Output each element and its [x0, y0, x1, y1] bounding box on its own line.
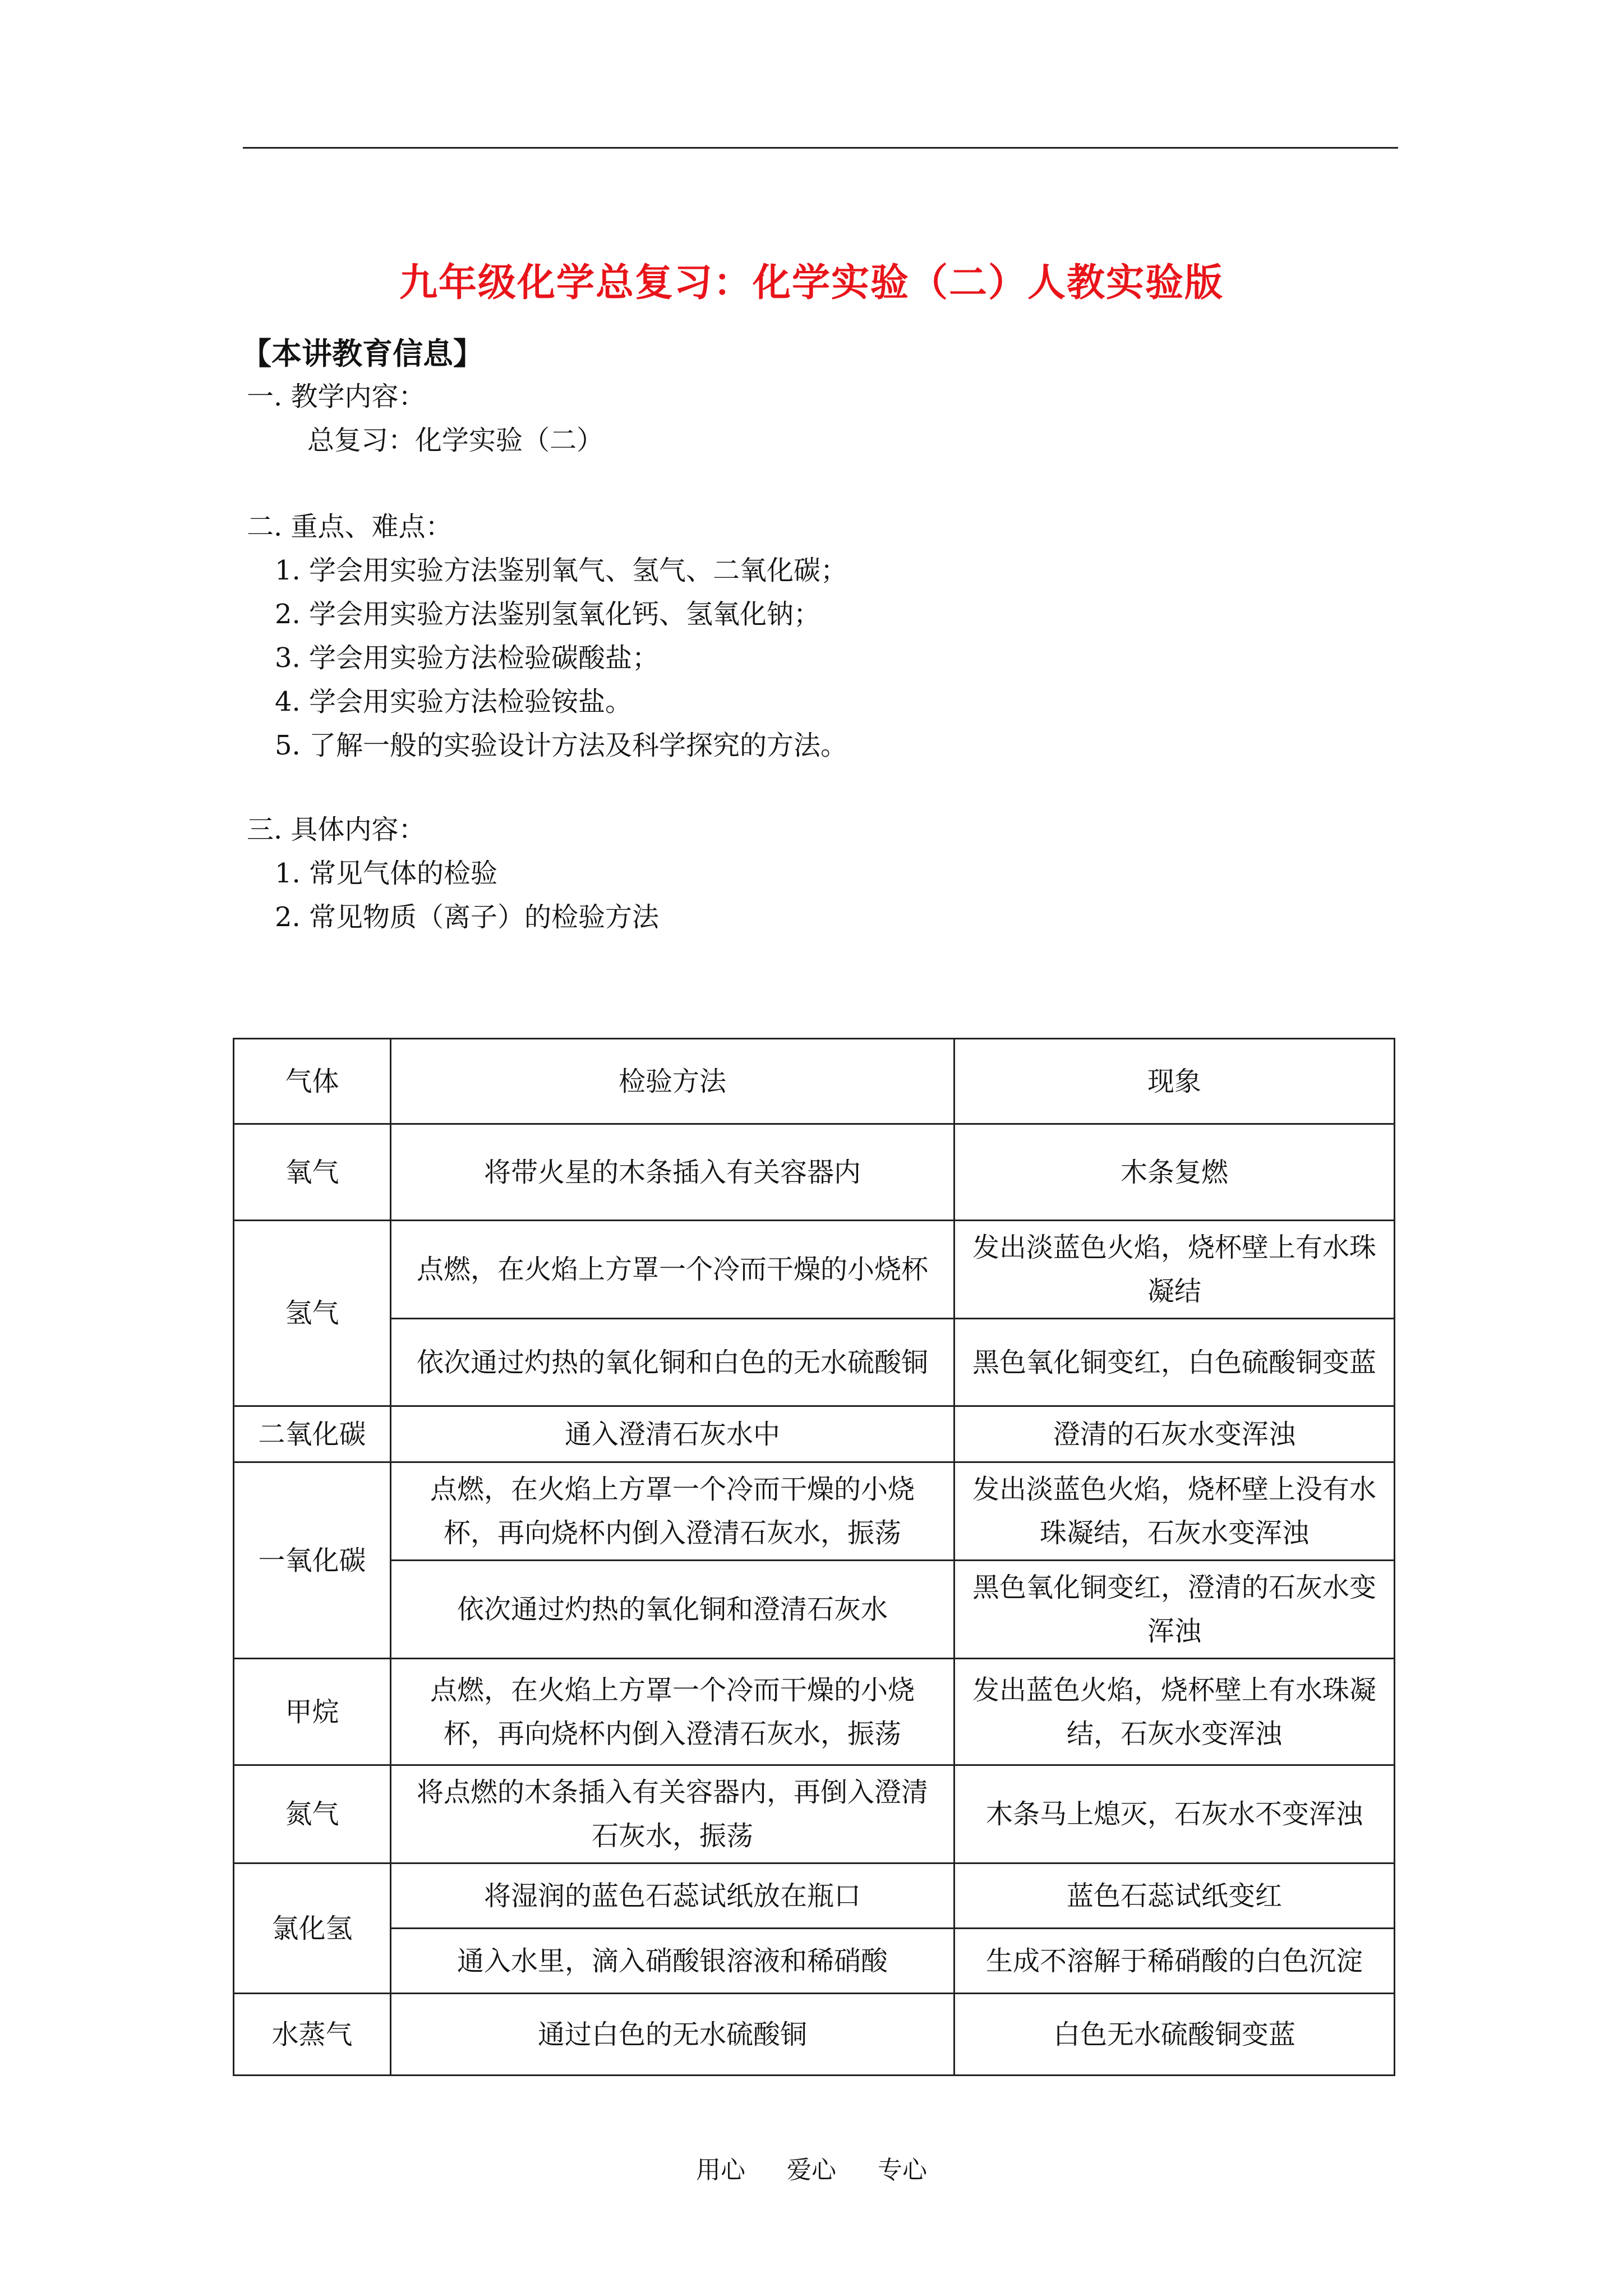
section-3-item: 1. 常见气体的检验	[275, 858, 498, 889]
gas-cell: 氢气	[234, 1221, 391, 1406]
section-2-item: 5. 了解一般的实验设计方法及科学探究的方法。	[275, 730, 848, 761]
gas-cell: 甲烷	[234, 1659, 391, 1765]
method-cell: 通入澄清石灰水中	[391, 1406, 955, 1462]
result-cell: 木条复燃	[955, 1124, 1395, 1221]
section-2-item: 2. 学会用实验方法鉴别氢氧化钙、氢氧化钠；	[275, 599, 821, 630]
gas-cell: 氧气	[234, 1124, 391, 1221]
table-row	[234, 1864, 1395, 1929]
result-cell: 生成不溶解于稀硝酸的白色沉淀	[955, 1929, 1395, 1994]
page-footer	[0, 2150, 1623, 2185]
section-2-heading: 二. 重点、难点：	[247, 511, 453, 542]
section-label: 【本讲教育信息】	[241, 335, 483, 371]
table-row	[234, 1659, 1395, 1765]
footer-word: 用心	[696, 2156, 745, 2184]
result-cell: 白色无水硫酸铜变蓝	[955, 1994, 1395, 2076]
result-cell: 澄清的石灰水变浑浊	[955, 1406, 1395, 1462]
gas-cell: 氮气	[234, 1765, 391, 1864]
table-row	[234, 1462, 1395, 1561]
section-1-text: 总复习：化学实验（二）	[307, 425, 604, 456]
table-row	[234, 1319, 1395, 1406]
result-cell: 蓝色石蕊试纸变红	[955, 1864, 1395, 1929]
result-cell: 木条马上熄灭，石灰水不变浑浊	[955, 1765, 1395, 1864]
result-cell: 黑色氧化铜变红，白色硫酸铜变蓝	[955, 1319, 1395, 1406]
table-row	[234, 1221, 1395, 1319]
result-cell: 发出淡蓝色火焰，烧杯壁上没有水珠凝结，石灰水变浑浊	[955, 1462, 1395, 1561]
result-cell: 发出蓝色火焰，烧杯壁上有水珠凝结，石灰水变浑浊	[955, 1659, 1395, 1765]
header-method: 检验方法	[391, 1039, 955, 1124]
footer-word: 专心	[878, 2156, 927, 2184]
method-cell: 通过白色的无水硫酸铜	[391, 1994, 955, 2076]
section-2-item: 4. 学会用实验方法检验铵盐。	[275, 686, 633, 717]
result-cell: 发出淡蓝色火焰，烧杯壁上有水珠凝结	[955, 1221, 1395, 1319]
section-3-heading: 三. 具体内容：	[247, 814, 426, 845]
document-title: 九年级化学总复习：化学实验（二）人教实验版	[399, 260, 1224, 305]
method-cell: 通入水里，滴入硝酸银溶液和稀硝酸	[391, 1929, 955, 1994]
header-rule	[243, 147, 1398, 149]
header-gas: 气体	[234, 1039, 391, 1124]
section-1-heading: 一. 教学内容：	[247, 381, 426, 412]
gas-cell: 水蒸气	[234, 1994, 391, 2076]
table-row	[234, 1929, 1395, 1994]
section-3-item: 2. 常见物质（离子）的检验方法	[275, 901, 660, 933]
table-header-row	[234, 1039, 1395, 1124]
table-row	[234, 1994, 1395, 2076]
section-2-item: 1. 学会用实验方法鉴别氧气、氢气、二氧化碳；	[275, 555, 848, 586]
table-row	[234, 1561, 1395, 1659]
method-cell: 依次通过灼热的氧化铜和澄清石灰水	[391, 1561, 955, 1659]
gas-cell: 一氧化碳	[234, 1462, 391, 1659]
section-2-item: 3. 学会用实验方法检验碳酸盐；	[275, 642, 660, 674]
method-cell: 将点燃的木条插入有关容器内，再倒入澄清石灰水，振荡	[391, 1765, 955, 1864]
method-cell: 点燃，在火焰上方罩一个冷而干燥的小烧杯，再向烧杯内倒入澄清石灰水，振荡	[391, 1462, 955, 1561]
gas-test-table	[233, 1038, 1395, 2076]
method-cell: 点燃，在火焰上方罩一个冷而干燥的小烧杯	[391, 1221, 955, 1319]
result-cell: 黑色氧化铜变红，澄清的石灰水变浑浊	[955, 1561, 1395, 1659]
method-cell: 将带火星的木条插入有关容器内	[391, 1124, 955, 1221]
table-row	[234, 1124, 1395, 1221]
gas-cell: 氯化氢	[234, 1864, 391, 1994]
table-row	[234, 1406, 1395, 1462]
table-row	[234, 1765, 1395, 1864]
method-cell: 依次通过灼热的氧化铜和白色的无水硫酸铜	[391, 1319, 955, 1406]
gas-cell: 二氧化碳	[234, 1406, 391, 1462]
method-cell: 点燃，在火焰上方罩一个冷而干燥的小烧杯，再向烧杯内倒入澄清石灰水，振荡	[391, 1659, 955, 1765]
header-result: 现象	[955, 1039, 1395, 1124]
footer-word: 爱心	[787, 2156, 836, 2184]
method-cell: 将湿润的蓝色石蕊试纸放在瓶口	[391, 1864, 955, 1929]
